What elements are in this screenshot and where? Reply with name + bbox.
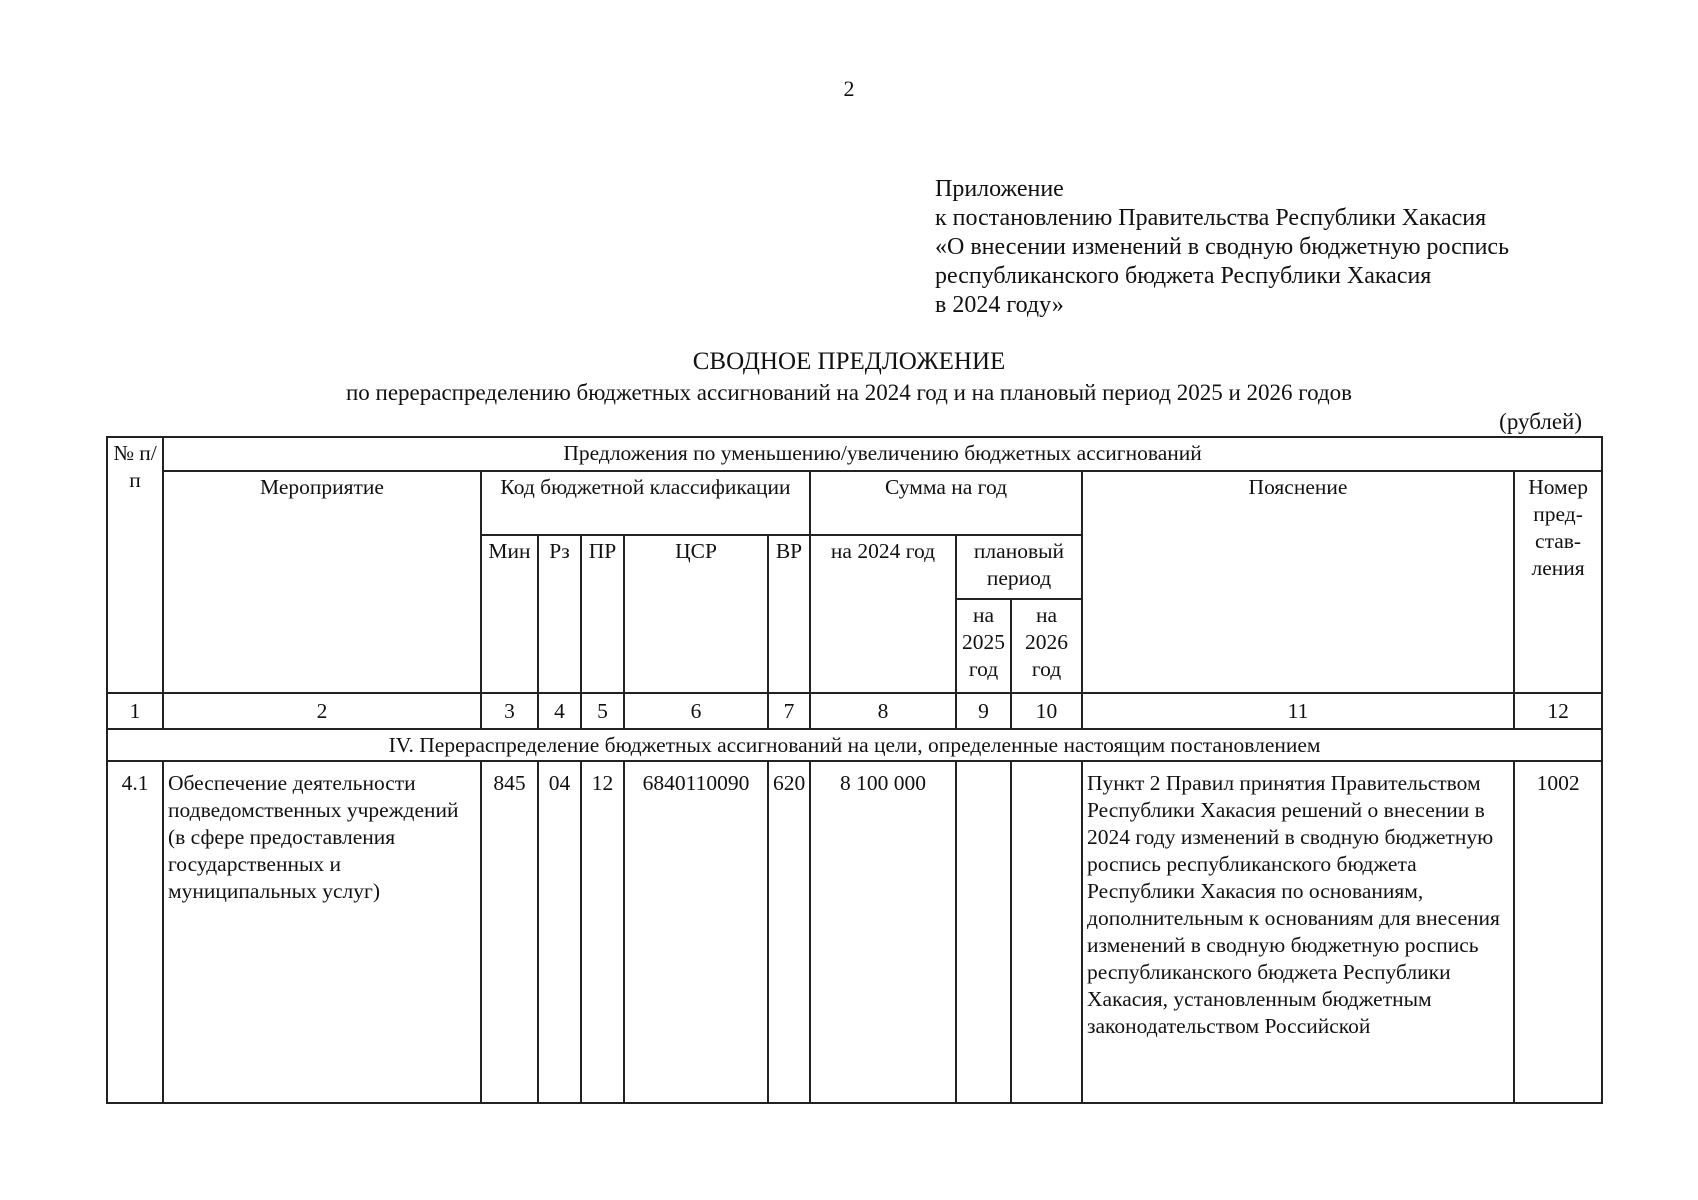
column-number: 2 [163,693,481,729]
header-code: Код бюджетной классификации [481,471,810,535]
cell-2025 [956,761,1011,1103]
header-vr: ВР [768,535,810,693]
table-row [107,761,1602,1103]
column-number: 9 [956,693,1011,729]
header-pr: ПР [581,535,624,693]
header-2025: на 2025 год [956,599,1011,693]
column-number: 7 [768,693,810,729]
appendix-line-1: Приложение [935,176,1064,202]
header-rz: Рз [538,535,581,693]
appendix-line-5: в 2024 году» [935,292,1064,318]
header-sum: Сумма на год [810,471,1082,535]
column-number: 1 [107,693,163,729]
header-min: Мин [481,535,538,693]
section-heading: IV. Перераспределение бюджетных ассигнований на цели, определенные настоящим постановлением [107,729,1602,761]
column-number: 10 [1011,693,1082,729]
cell-2026 [1011,761,1082,1103]
cell-pr: 12 [581,761,624,1103]
column-number: 8 [810,693,956,729]
units-label: (рублей) [1499,409,1582,434]
cell-rz: 04 [538,761,581,1103]
header-2024: на 2024 год [810,535,956,693]
column-number: 5 [581,693,624,729]
column-number: 3 [481,693,538,729]
document-title: СВОДНОЕ ПРЕДЛОЖЕНИЕ [692,348,1006,375]
header-explanation: Пояснение [1082,471,1514,693]
column-number: 11 [1082,693,1514,729]
column-number: 12 [1514,693,1602,729]
appendix-line-4: республиканского бюджета Республики Хакасия [935,263,1432,289]
appendix-note [935,175,1509,320]
appendix-line-2: к постановлению Правительства Республики Хакасия [935,205,1487,231]
cell-event: Обеспечение деятельности подведомственных учреждений (в сфере предоставления государственных и муниципальных услуг) [163,761,481,1103]
appendix-line-3: «О внесении изменений в сводную бюджетную роспись [935,234,1510,260]
page-number: 2 [843,76,855,101]
header-proposals: Предложения по уменьшению/увеличению бюджетных ассигнований [163,437,1602,471]
budget-table [106,436,1603,1104]
cell-vr: 620 [768,761,810,1103]
column-number: 6 [624,693,768,729]
header-planned-period: плановый период [956,535,1082,599]
header-submission-number: Номер пред- став- ления [1514,471,1602,693]
header-no: № п/п [107,437,163,693]
cell-submission-number: 1002 [1514,761,1602,1103]
cell-csr: 6840110090 [624,761,768,1103]
column-number: 4 [538,693,581,729]
document-subtitle: по перераспределению бюджетных ассигнований на 2024 год и на плановый период 2025 и 2026 годов [345,380,1353,405]
header-event: Мероприятие [163,471,481,693]
header-csr: ЦСР [624,535,768,693]
cell-min: 845 [481,761,538,1103]
cell-explanation: Пункт 2 Правил принятия Правительством Республики Хакасия решений о внесении в 2024 году изменений в сводную бюджетную роспись республиканского бюджета Республики Хакасия по основаниям, дополнительным к основаниям для внесения изменений в сводную бюджетную роспись республиканского бюджета Республики Хакасия, установленным бюджетным законодательством Российской [1082,761,1514,1103]
cell-no: 4.1 [107,761,163,1103]
cell-2024: 8 100 000 [810,761,956,1103]
header-2026: на 2026 год [1011,599,1082,693]
